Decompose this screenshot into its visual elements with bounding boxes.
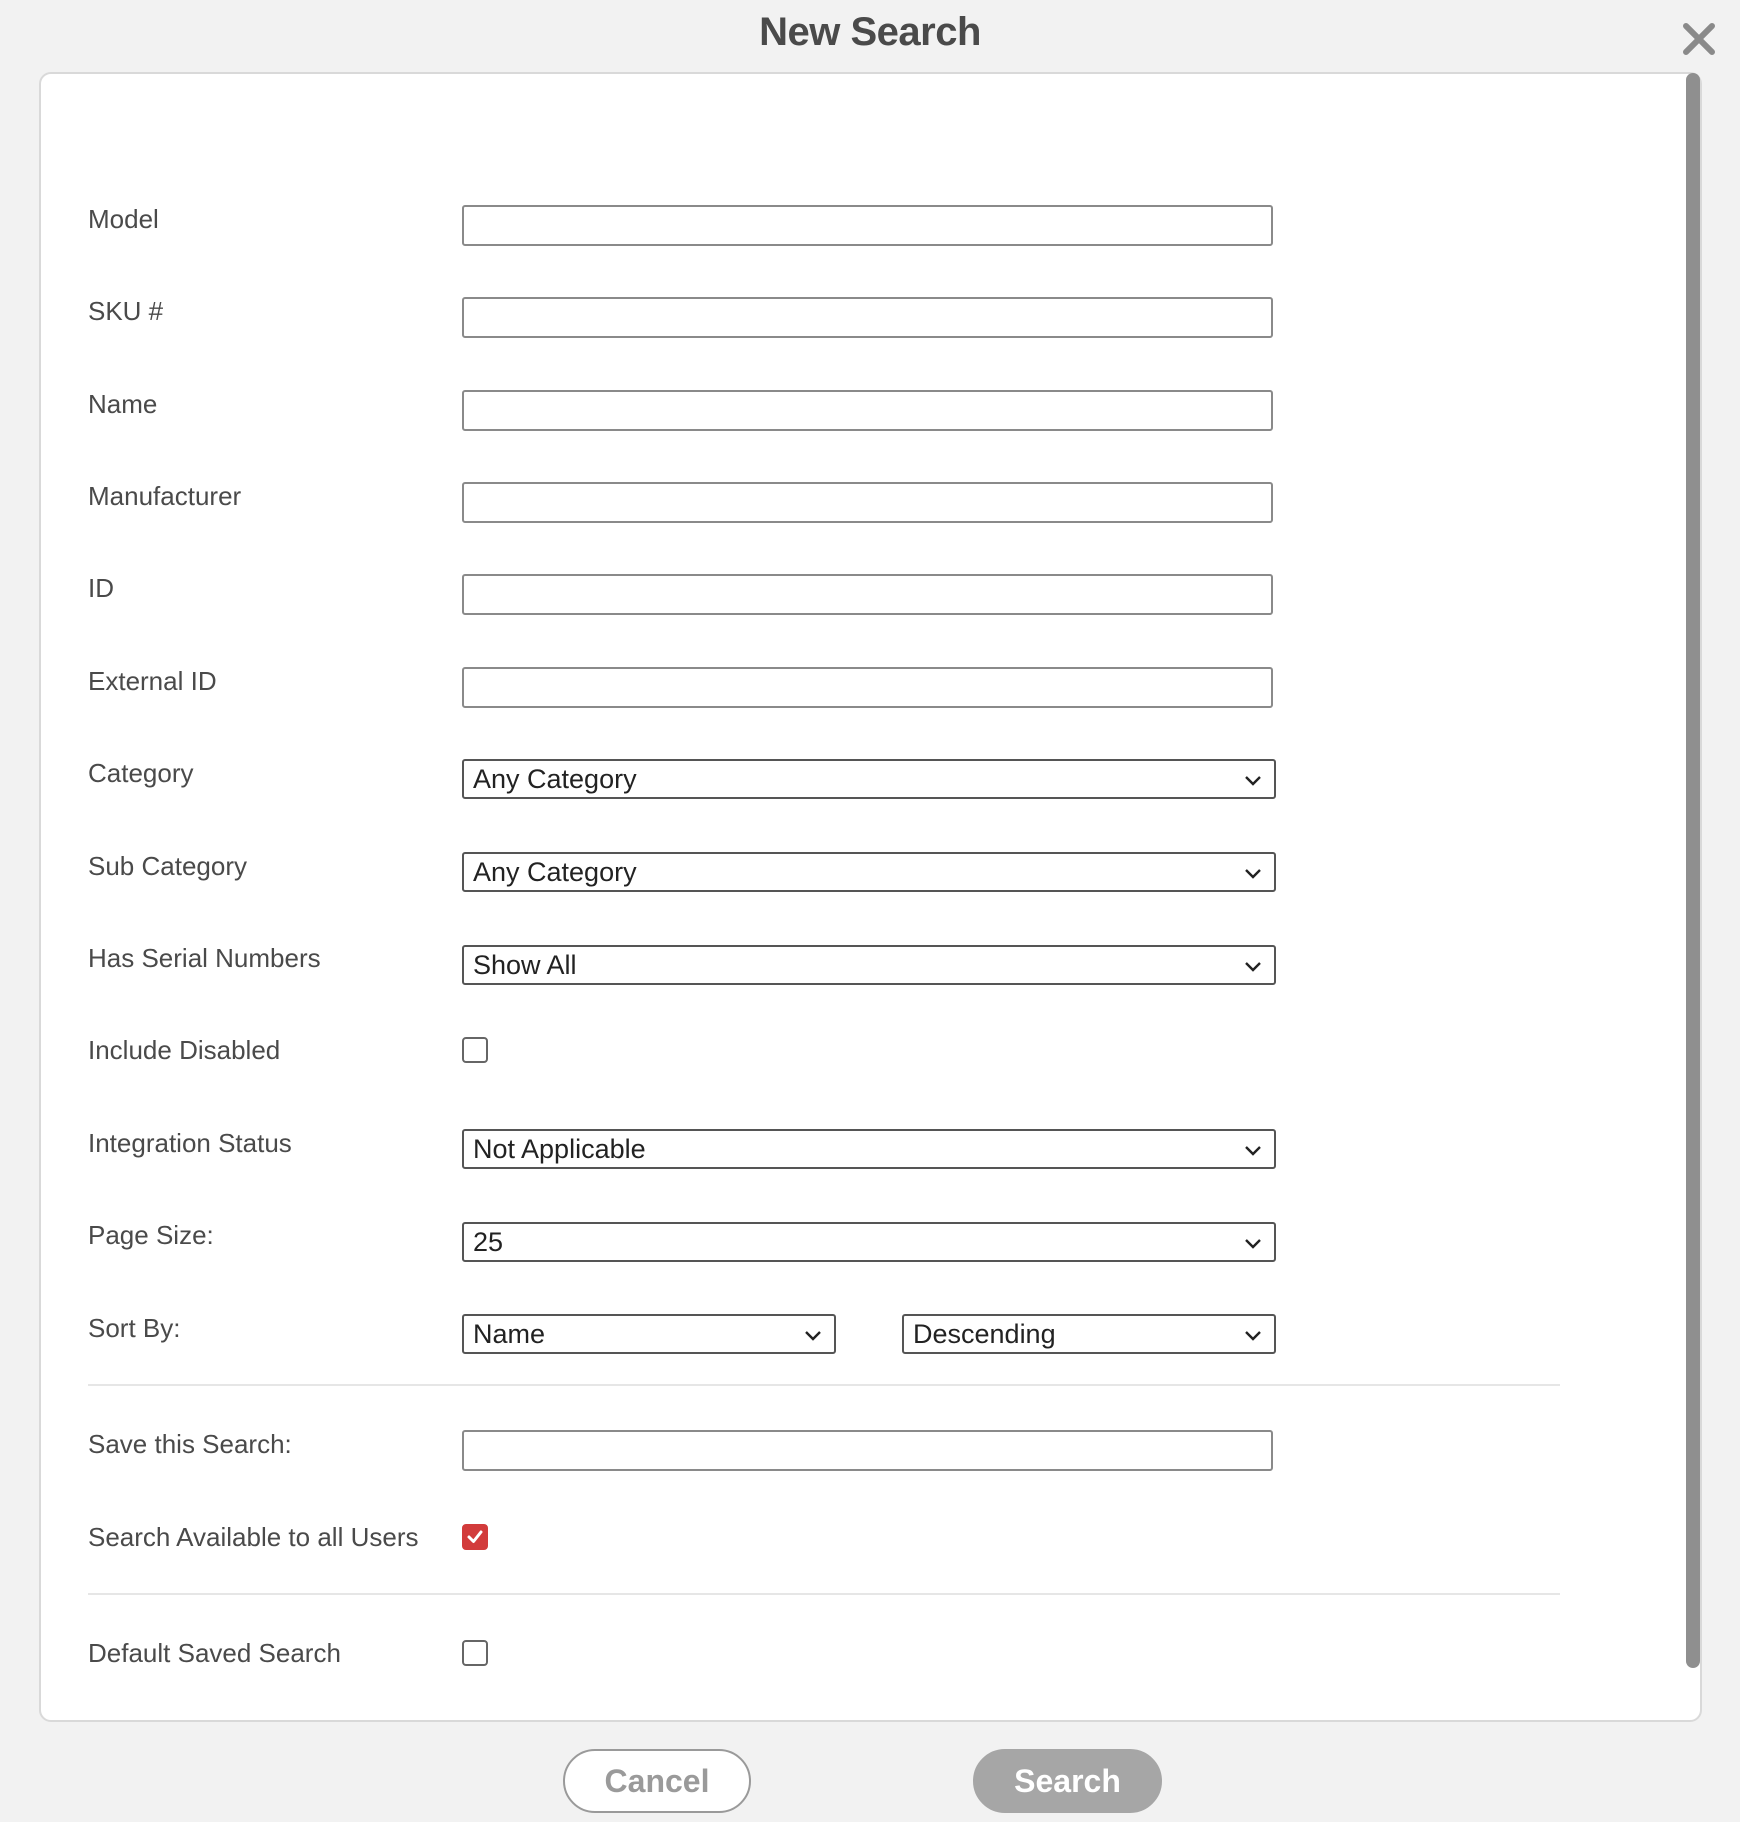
include-disabled-checkbox[interactable]	[462, 1037, 488, 1063]
page-size-label: Page Size:	[88, 1220, 214, 1250]
include-disabled-label: Include Disabled	[88, 1035, 281, 1065]
category-label: Category	[88, 758, 194, 788]
sort-order-select[interactable]	[902, 1314, 1276, 1354]
sub-category-select[interactable]	[462, 852, 1276, 892]
sort-by-label: Sort By:	[88, 1313, 181, 1343]
checkmark-icon	[466, 1528, 484, 1546]
section-divider	[88, 1593, 1560, 1595]
section-divider	[88, 1384, 1560, 1386]
id-input[interactable]	[462, 574, 1273, 615]
chevron-down-icon	[1242, 1232, 1264, 1254]
has-serial-numbers-select-value: Show All	[473, 950, 577, 980]
sort-field-select[interactable]	[462, 1314, 836, 1354]
model-input[interactable]	[462, 205, 1273, 246]
name-label: Name	[88, 389, 158, 419]
category-select-value: Any Category	[473, 764, 637, 794]
chevron-down-icon	[1242, 862, 1264, 884]
manufacturer-input[interactable]	[462, 482, 1273, 523]
sort-order-select-value: Descending	[913, 1319, 1056, 1349]
chevron-down-icon	[802, 1324, 824, 1346]
external-id-input[interactable]	[462, 667, 1273, 708]
name-input[interactable]	[462, 390, 1273, 431]
available-all-users-label: Search Available to all Users	[88, 1522, 419, 1552]
close-icon[interactable]	[1680, 20, 1718, 58]
chevron-down-icon	[1242, 769, 1264, 791]
search-button[interactable]: Search	[973, 1749, 1162, 1813]
integration-status-label: Integration Status	[88, 1128, 292, 1158]
sku-input[interactable]	[462, 297, 1273, 338]
page-size-select[interactable]	[462, 1222, 1276, 1262]
sub-category-select-value: Any Category	[473, 857, 637, 887]
chevron-down-icon	[1242, 1324, 1264, 1346]
cancel-button[interactable]: Cancel	[563, 1749, 751, 1813]
chevron-down-icon	[1242, 955, 1264, 977]
integration-status-select[interactable]	[462, 1129, 1276, 1169]
dialog-title: New Search	[759, 10, 981, 54]
has-serial-numbers-select[interactable]	[462, 945, 1276, 985]
model-label: Model	[88, 204, 159, 234]
scrollbar-thumb[interactable]	[1686, 73, 1700, 1668]
default-saved-search-label: Default Saved Search	[88, 1638, 341, 1668]
id-label: ID	[88, 573, 114, 603]
page-size-select-value: 25	[473, 1227, 504, 1257]
has-serial-numbers-label: Has Serial Numbers	[88, 943, 321, 973]
category-select[interactable]	[462, 759, 1276, 799]
save-search-label: Save this Search:	[88, 1429, 292, 1459]
save-search-input[interactable]	[462, 1430, 1273, 1471]
sub-category-label: Sub Category	[88, 851, 247, 881]
integration-status-select-value: Not Applicable	[473, 1134, 646, 1164]
default-saved-search-checkbox[interactable]	[462, 1640, 488, 1666]
sort-field-select-value: Name	[473, 1319, 546, 1349]
external-id-label: External ID	[88, 666, 217, 696]
available-all-users-checkbox[interactable]	[462, 1524, 488, 1550]
manufacturer-label: Manufacturer	[88, 481, 242, 511]
chevron-down-icon	[1242, 1139, 1264, 1161]
sku-label: SKU #	[88, 296, 164, 326]
